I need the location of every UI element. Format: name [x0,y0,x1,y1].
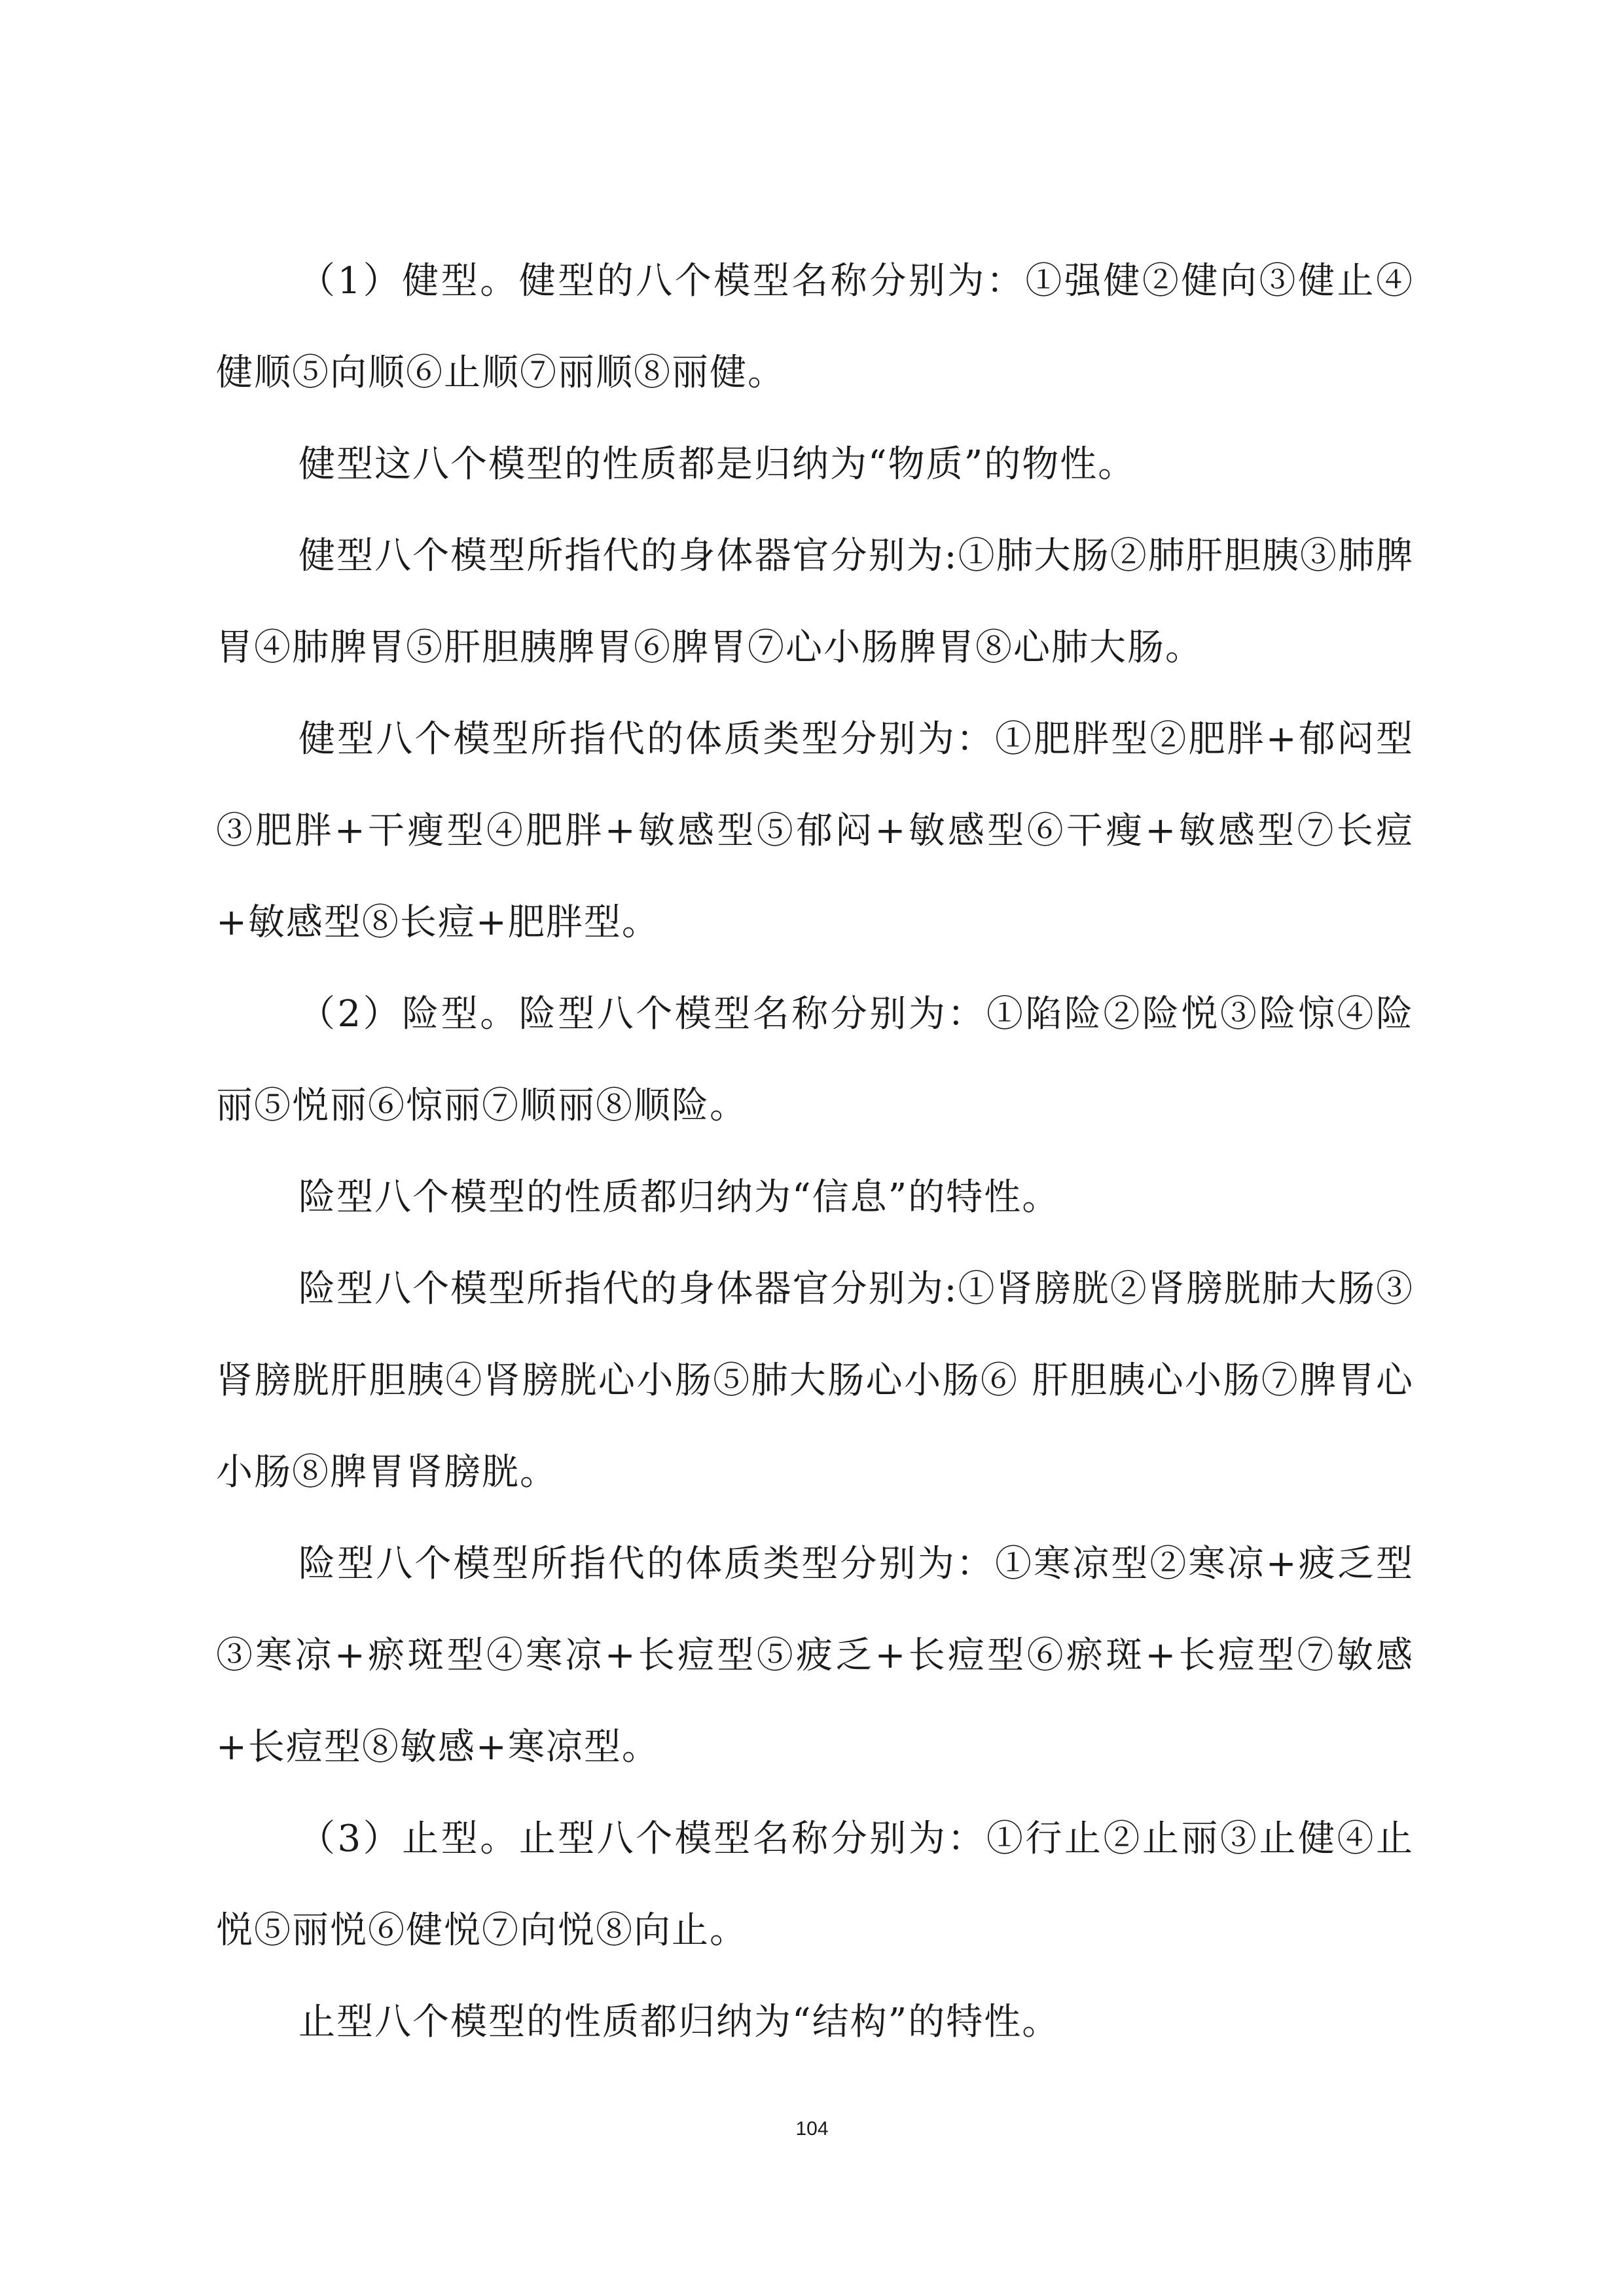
paragraph-xian-type-nature: 险型八个模型的性质都归纳为“信息”的特性。 [298,1176,1060,1219]
paragraph-xian-type-constitution: 险型八个模型所指代的体质类型分别为：①寒凉型②寒凉+疲乏型③寒凉+瘀斑型④寒凉+长痘型⑤疲乏+长痘型⑥瘀斑+长痘型⑦敏感+长痘型⑧敏感+寒凉型。 [216,1543,1414,1768]
body-text [216,236,1414,2068]
paragraph-jian-type-nature: 健型这八个模型的性质都是归纳为“物质”的物性。 [298,443,1136,486]
paragraph-xian-type-names: （2）险型。险型八个模型名称分别为：①陷险②险悦③险惊④险丽⑤悦丽⑥惊丽⑦顺丽⑧顺险。 [216,993,1414,1127]
paragraph-zhi-type-nature: 止型八个模型的性质都归纳为“结构”的特性。 [298,2001,1060,2043]
paragraph-xian-type-organs: 险型八个模型所指代的身体器官分别为:①肾膀胱②肾膀胱肺大肠③肾膀胱肝胆胰④肾膀胱心小肠⑤肺大肠心小肠⑥ 肝胆胰心小肠⑦脾胃心小肠⑧脾胃肾膀胱。 [216,1268,1414,1494]
paragraph-jian-type-names: （1）健型。健型的八个模型名称分别为：①强健②健向③健止④健顺⑤向顺⑥止顺⑦丽顺⑧丽健。 [216,260,1414,394]
paragraph-jian-type-constitution: 健型八个模型所指代的体质类型分别为：①肥胖型②肥胖+郁闷型③肥胖+干瘦型④肥胖+敏感型⑤郁闷+敏感型⑥干瘦+敏感型⑦长痘+敏感型⑧长痘+肥胖型。 [216,718,1414,944]
paragraph-zhi-type-names: （3）止型。止型八个模型名称分别为：①行止②止丽③止健④止悦⑤丽悦⑥健悦⑦向悦⑧向止。 [216,1818,1414,1952]
paragraph-jian-type-organs: 健型八个模型所指代的身体器官分别为:①肺大肠②肺肝胆胰③肺脾胃④肺脾胃⑤肝胆胰脾胃⑥脾胃⑦心小肠脾胃⑧心肺大肠。 [216,535,1414,669]
page-number: 104 [795,2118,829,2140]
